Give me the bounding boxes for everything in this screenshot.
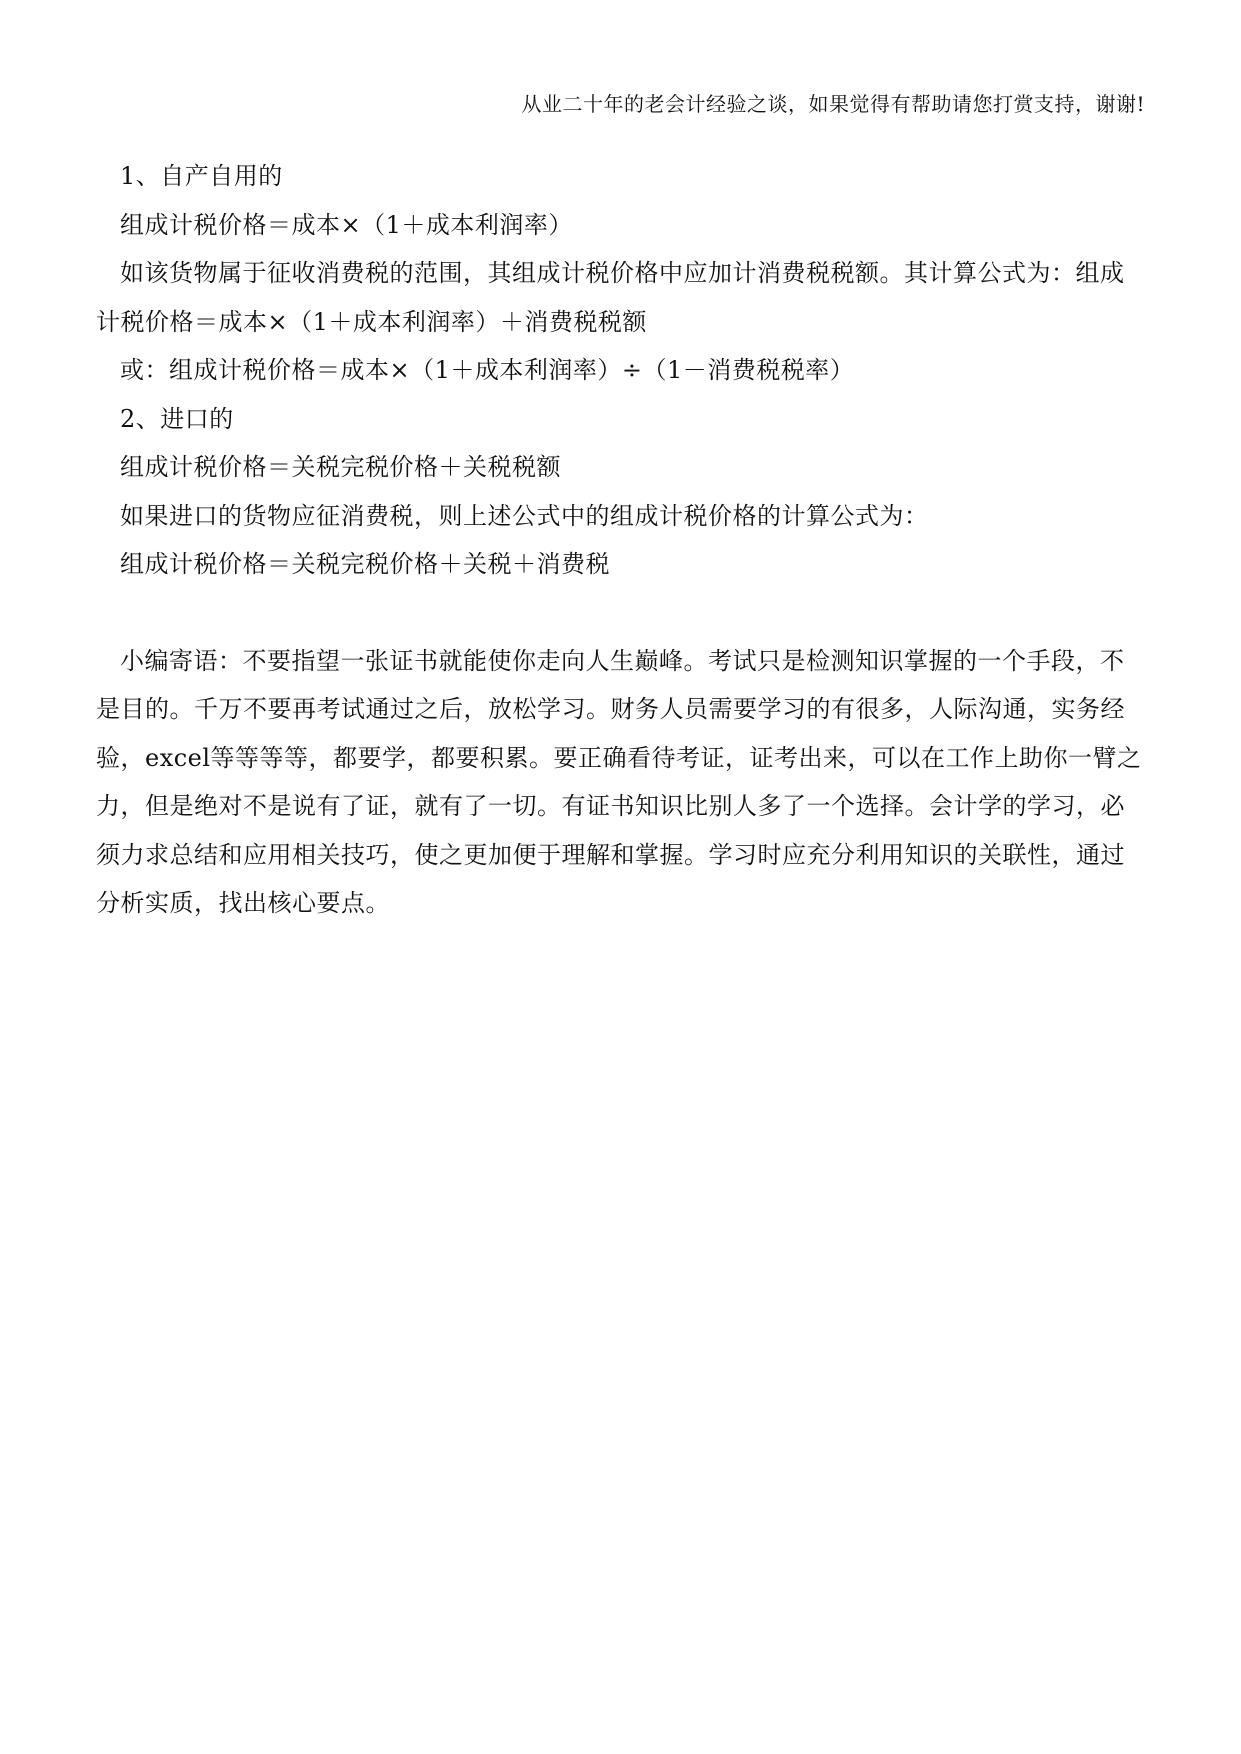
section2-heading: 2、进口的 xyxy=(120,404,234,433)
section2-consumption-note: 如果进口的货物应征消费税，则上述公式中的组成计税价格的计算公式为： xyxy=(120,501,929,530)
section1-alternative-formula: 或：组成计税价格＝成本×（1＋成本利润率）÷（1－消费税税率） xyxy=(120,356,855,384)
header-note: 从业二十年的老会计经验之谈，如果觉得有帮助请您打赏支持，谢谢! xyxy=(521,92,1145,116)
section1-formula: 组成计税价格＝成本×（1＋成本利润率） xyxy=(120,210,573,239)
document-body xyxy=(96,152,1146,928)
editor-note: 小编寄语：不要指望一张证书就能使你走向人生巅峰。考试只是检测知识掌握的一个手段，不是目的。千万不要再考试通过之后，放松学习。财务人员需要学习的有很多，人际沟通，实务经验，excel等等等等，都要学，都要积累。要正确看待考证，证考出来，可以在工作上助你一臂之力，但是绝对不是说有了证，就有了一切。有证书知识比别人多了一个选择。会计学的学习，必须力求总结和应用相关技巧，使之更加便于理解和掌握。学习时应充分利用知识的关联性，通过分析实质，找出核心要点。 xyxy=(96,646,1142,917)
section1-heading: 1、自产自用的 xyxy=(120,162,283,190)
section1-consumption-note: 如该货物属于征收消费税的范围，其组成计税价格中应加计消费税税额。其计算公式为：组成计税价格＝成本×（1＋成本利润率）＋消费税税额 xyxy=(96,259,1125,336)
section2-consumption-formula: 组成计税价格＝关税完税价格＋关税＋消费税 xyxy=(120,550,610,578)
section2-formula: 组成计税价格＝关税完税价格＋关税税额 xyxy=(120,453,561,481)
paragraph-spacer xyxy=(96,589,1146,637)
